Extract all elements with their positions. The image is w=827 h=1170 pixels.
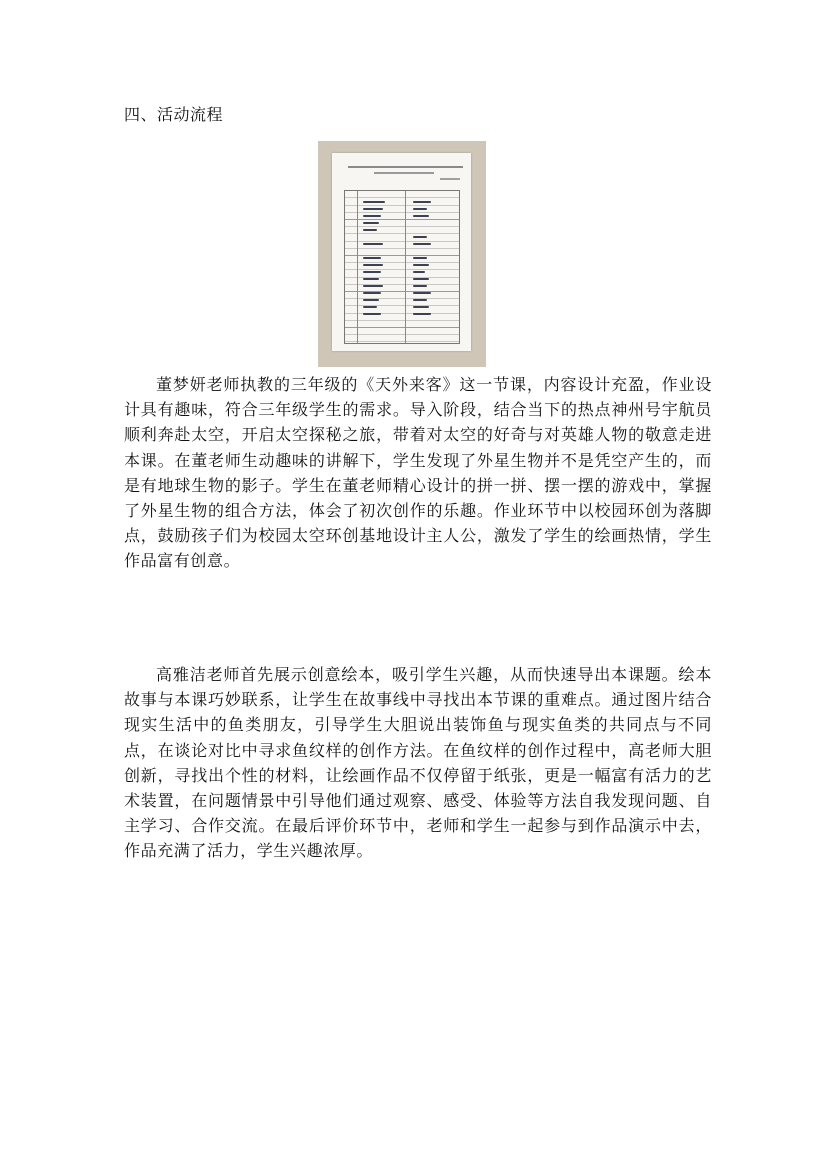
handwriting-mark — [413, 243, 431, 245]
handwriting-mark — [413, 306, 429, 308]
handwriting-mark — [413, 215, 429, 217]
paragraph-dong-lesson: 董梦妍老师执教的三年级的《天外来客》这一节课，内容设计充盈，作业设计具有趣味，符合三年级学生的需求。导入阶段，结合当下的热点神州号宇航员顺利奔赴太空，开启太空探秘之旅，带着对太空的好奇与对英雄人物的敬意走进本课。在董老师生动趣味的讲解下，学生发现了外星生物并不是凭空产生的，而是有地球生物的影子。学生在董老师精心设计的拼一拼、摆一摆的游戏中，掌握了外星生物的组合方法，体会了初次创作的乐趣。作业环节中以校园环创为落脚点，鼓励孩子们为校园太空环创基地设计主人公，激发了学生的绘画热情，学生作品富有创意。 — [124, 375, 712, 571]
handwriting-mark — [413, 299, 427, 301]
handwriting-mark — [413, 313, 431, 315]
handwriting-mark — [363, 208, 383, 210]
sheet-column-divider — [405, 191, 406, 343]
handwriting-mark — [363, 243, 383, 245]
handwriting-mark — [413, 201, 431, 203]
handwriting-mark — [363, 201, 385, 203]
sheet-table — [344, 190, 460, 344]
handwriting-mark — [363, 215, 381, 217]
handwriting-mark — [413, 208, 427, 210]
handwriting-mark — [413, 264, 429, 266]
handwriting-mark — [363, 278, 379, 280]
section-heading: 四、活动流程 — [124, 105, 224, 124]
handwriting-mark — [363, 257, 381, 259]
handwriting-mark — [363, 222, 379, 224]
sheet-title-line — [348, 166, 463, 168]
handwriting-mark — [413, 285, 427, 287]
handwriting-mark — [363, 285, 383, 287]
handwriting-mark — [363, 292, 381, 294]
handwriting-mark — [413, 236, 427, 238]
sign-in-sheet-photo — [318, 141, 486, 367]
handwriting-mark — [413, 278, 429, 280]
handwriting-mark — [363, 229, 377, 231]
handwriting-mark — [363, 271, 381, 273]
handwriting-mark — [413, 271, 425, 273]
sheet-subtitle-line — [374, 172, 434, 174]
handwriting-mark — [413, 257, 427, 259]
handwriting-mark — [363, 299, 379, 301]
sign-in-sheet-paper — [332, 153, 471, 351]
handwriting-mark — [363, 313, 381, 315]
handwriting-mark — [413, 292, 431, 294]
handwriting-mark — [363, 306, 377, 308]
sheet-column-divider — [357, 191, 358, 343]
paragraph-gao-lesson: 高雅洁老师首先展示创意绘本，吸引学生兴趣，从而快速导出本课题。绘本故事与本课巧妙联系，让学生在故事线中寻找出本节课的重难点。通过图片结合现实生活中的鱼类朋友，引导学生大胆说出装饰鱼与现实鱼类的共同点与不同点，在谈论对比中寻求鱼纹样的创作方法。在鱼纹样的创作过程中，高老师大胆创新，寻找出个性的材料，让绘画作品不仅停留于纸张，更是一幅富有活力的艺术装置，在问题情景中引导他们通过观察、感受、体验等方法自我发现问题、自主学习、合作交流。在最后评价环节中，老师和学生一起参与到作品演示中去，作品充满了活力，学生兴趣浓厚。 — [124, 665, 712, 861]
handwriting-mark — [363, 264, 383, 266]
sheet-date-line — [440, 178, 460, 180]
